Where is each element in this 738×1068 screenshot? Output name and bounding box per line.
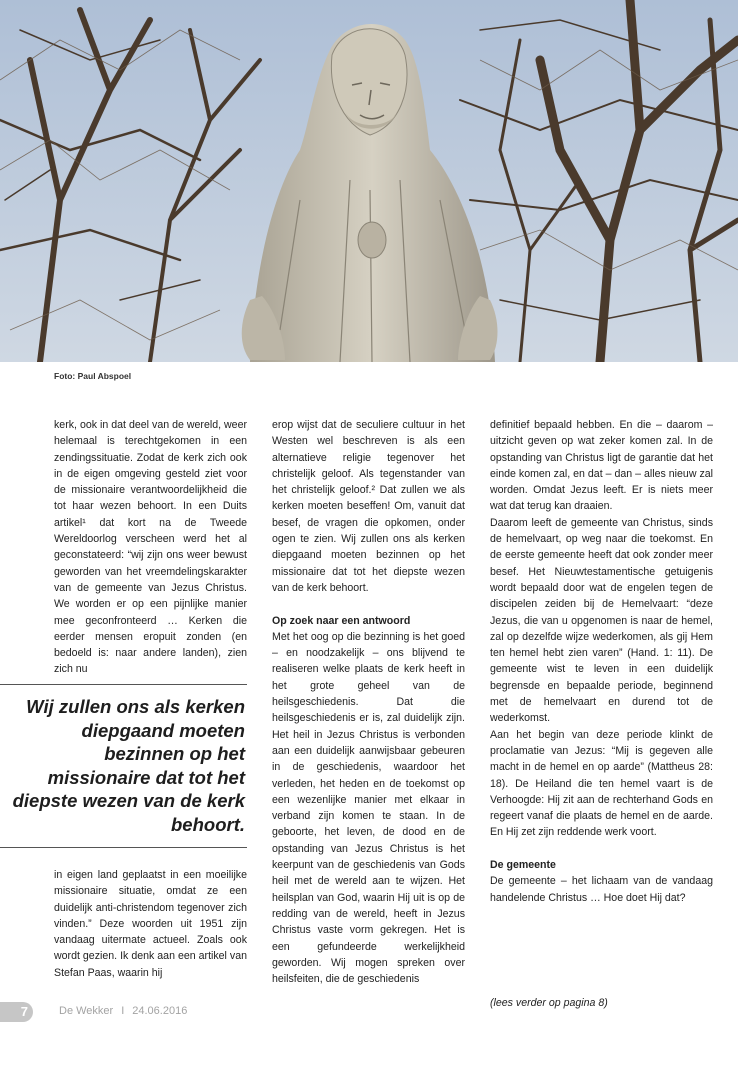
magazine-info: [55, 1005, 191, 1017]
body-paragraph: Met het oog op die bezinning is het goed – en noodzakelijk – ons blijvend te realiseren welke plaats de kerk heeft in het grote geheel van de heilsgeschiedenis. Dat die heilsgeschiedenis er is, zal duidelijk zijn. Het heil in Jezus Christus is verbonden aan een duidelijk aanwijsbaar gebeuren in de geschiedenis, waardoor het verleden, het heden en de toekomst op een wezenlijke manier met elkaar in verband zijn komen te staan. In de geboorte, het leven, de dood en de opstanding van Jezus Christus is het keerpunt van de geschiedenis van Gods heil met de wereld aan te wijzen. Het heilsplan van God, waarin Hij uit is op de redding van de wereld, heeft in Jezus Christus vaste vorm gekregen. Het is een gefundeerde werkelijkheid geworden. Wij mogen spreken over heilsfeiten, die de geschiedenis: [272, 630, 465, 986]
issue-date: 24.06.2016: [132, 1005, 188, 1017]
column-1-bottom: [54, 867, 247, 981]
body-paragraph: Daarom leeft de gemeente van Christus, sinds de hemelvaart, op weg naar die toekomst. En de eerste gemeente heeft dat ook zonder meer besef. Het Nieuwtestamentische getuigenis wordt bepaald door wat de engelen tegen de discipelen zeiden bij de Hemelvaart: “deze Jezus, die van u opgenomen is naar de hemel, zal op dezelfde wijze wederkomen, als gij Hem ten hemel hebt zien varen” (Hand. 1: 11). De gemeente wist te leven in een duidelijk begrensde en bepaalde periode, beginnend met de hemelvaart en durend tot de wederkomst.: [490, 516, 713, 725]
section-heading: De gemeente: [490, 859, 556, 872]
photo-caption: Foto: Paul Abspoel: [54, 371, 132, 381]
column-3: [490, 417, 713, 906]
body-paragraph: definitief bepaald hebben. En die – daarom – uitzicht geven op wat zeker komen zal. In de opstanding van Christus ligt de garantie dat het einde komen zal, en dat – dan – alles nieuw zal worden. Omdat Jezus leeft. Er is niets meer wat dat terug kan draaien.: [490, 419, 713, 513]
body-paragraph: in eigen land geplaatst in een moeilijke missionaire situatie, omdat ze een duidelijk anti-christendom tegenover zich vinden.” Deze woorden uit 1951 zijn vandaag uitermate actueel. Zoals ook wordt gezien. Ik denk aan een artikel van Stefan Paas, waarin hij: [54, 869, 247, 979]
body-paragraph: De gemeente – het lichaam van de vandaag handelende Christus … Hoe doet Hij dat?: [490, 875, 713, 904]
column-1-top: [54, 417, 247, 678]
magazine-title: De Wekker: [59, 1005, 114, 1017]
body-paragraph: kerk, ook in dat deel van de wereld, weer helemaal is terechtgekomen in een zendingssituatie. Zodat de kerk zich ook in de eigen omgeving gesteld ziet voor de missionaire verantwoordelijkheid die tot haar wezen behoort. In een Duits artikel¹ dat kort na de Tweede Wereldoorlog verscheen werd het al geconstateerd: “wij zijn ons weer bewust geworden van het vreemdelingskarakter van de gemeente van Jezus Christus. We worden er op een pijnlijke manier mee geconfronteerd … Kerken die eerder mensen eropuit zonden (en bedoeld is: naar andere landen), zien zich nu: [54, 419, 247, 676]
footer-separator: I: [121, 1005, 125, 1017]
pull-quote-text: Wij zullen ons als kerken diepgaand moeten bezinnen op het missionaire dat tot het diepste wezen van de kerk behoort.: [12, 696, 245, 835]
section-heading: Op zoek naar een antwoord: [272, 614, 411, 627]
body-paragraph: Aan het begin van deze periode klinkt de proclamatie van Jezus: “Mij is gegeven alle macht in de hemel en op aarde” (Mattheus 28: 18). De Heiland die ten hemel vaart is de Verhoogde: Hij zit aan de rechterhand Gods en regeert vanaf die plaats de hemel en de aarde. En Hij zet zijn reddende werk voort.: [490, 728, 713, 839]
page-footer: [0, 1002, 300, 1022]
body-paragraph: erop wijst dat de seculiere cultuur in het Westen wel beschreven is als een alternatieve religie tegenover het christelijk geloof. Als tegenstander van het christelijk geloof.² Dat zullen we als kerken moeten beseffen! Om, vanuit dat besef, de vragen die opkomen, onder ogen te zien. Wij zullen ons als kerken diepgaand moeten bezinnen op het missionaire dat tot het diepste wezen van de kerk behoort.: [272, 419, 465, 594]
header-photo: [0, 0, 738, 362]
page-number: 7: [0, 1002, 33, 1022]
column-2: [272, 417, 465, 987]
pull-quote: [0, 684, 247, 848]
statue-photo-illustration: [0, 0, 738, 362]
continued-note: (lees verder op pagina 8): [490, 997, 608, 1009]
